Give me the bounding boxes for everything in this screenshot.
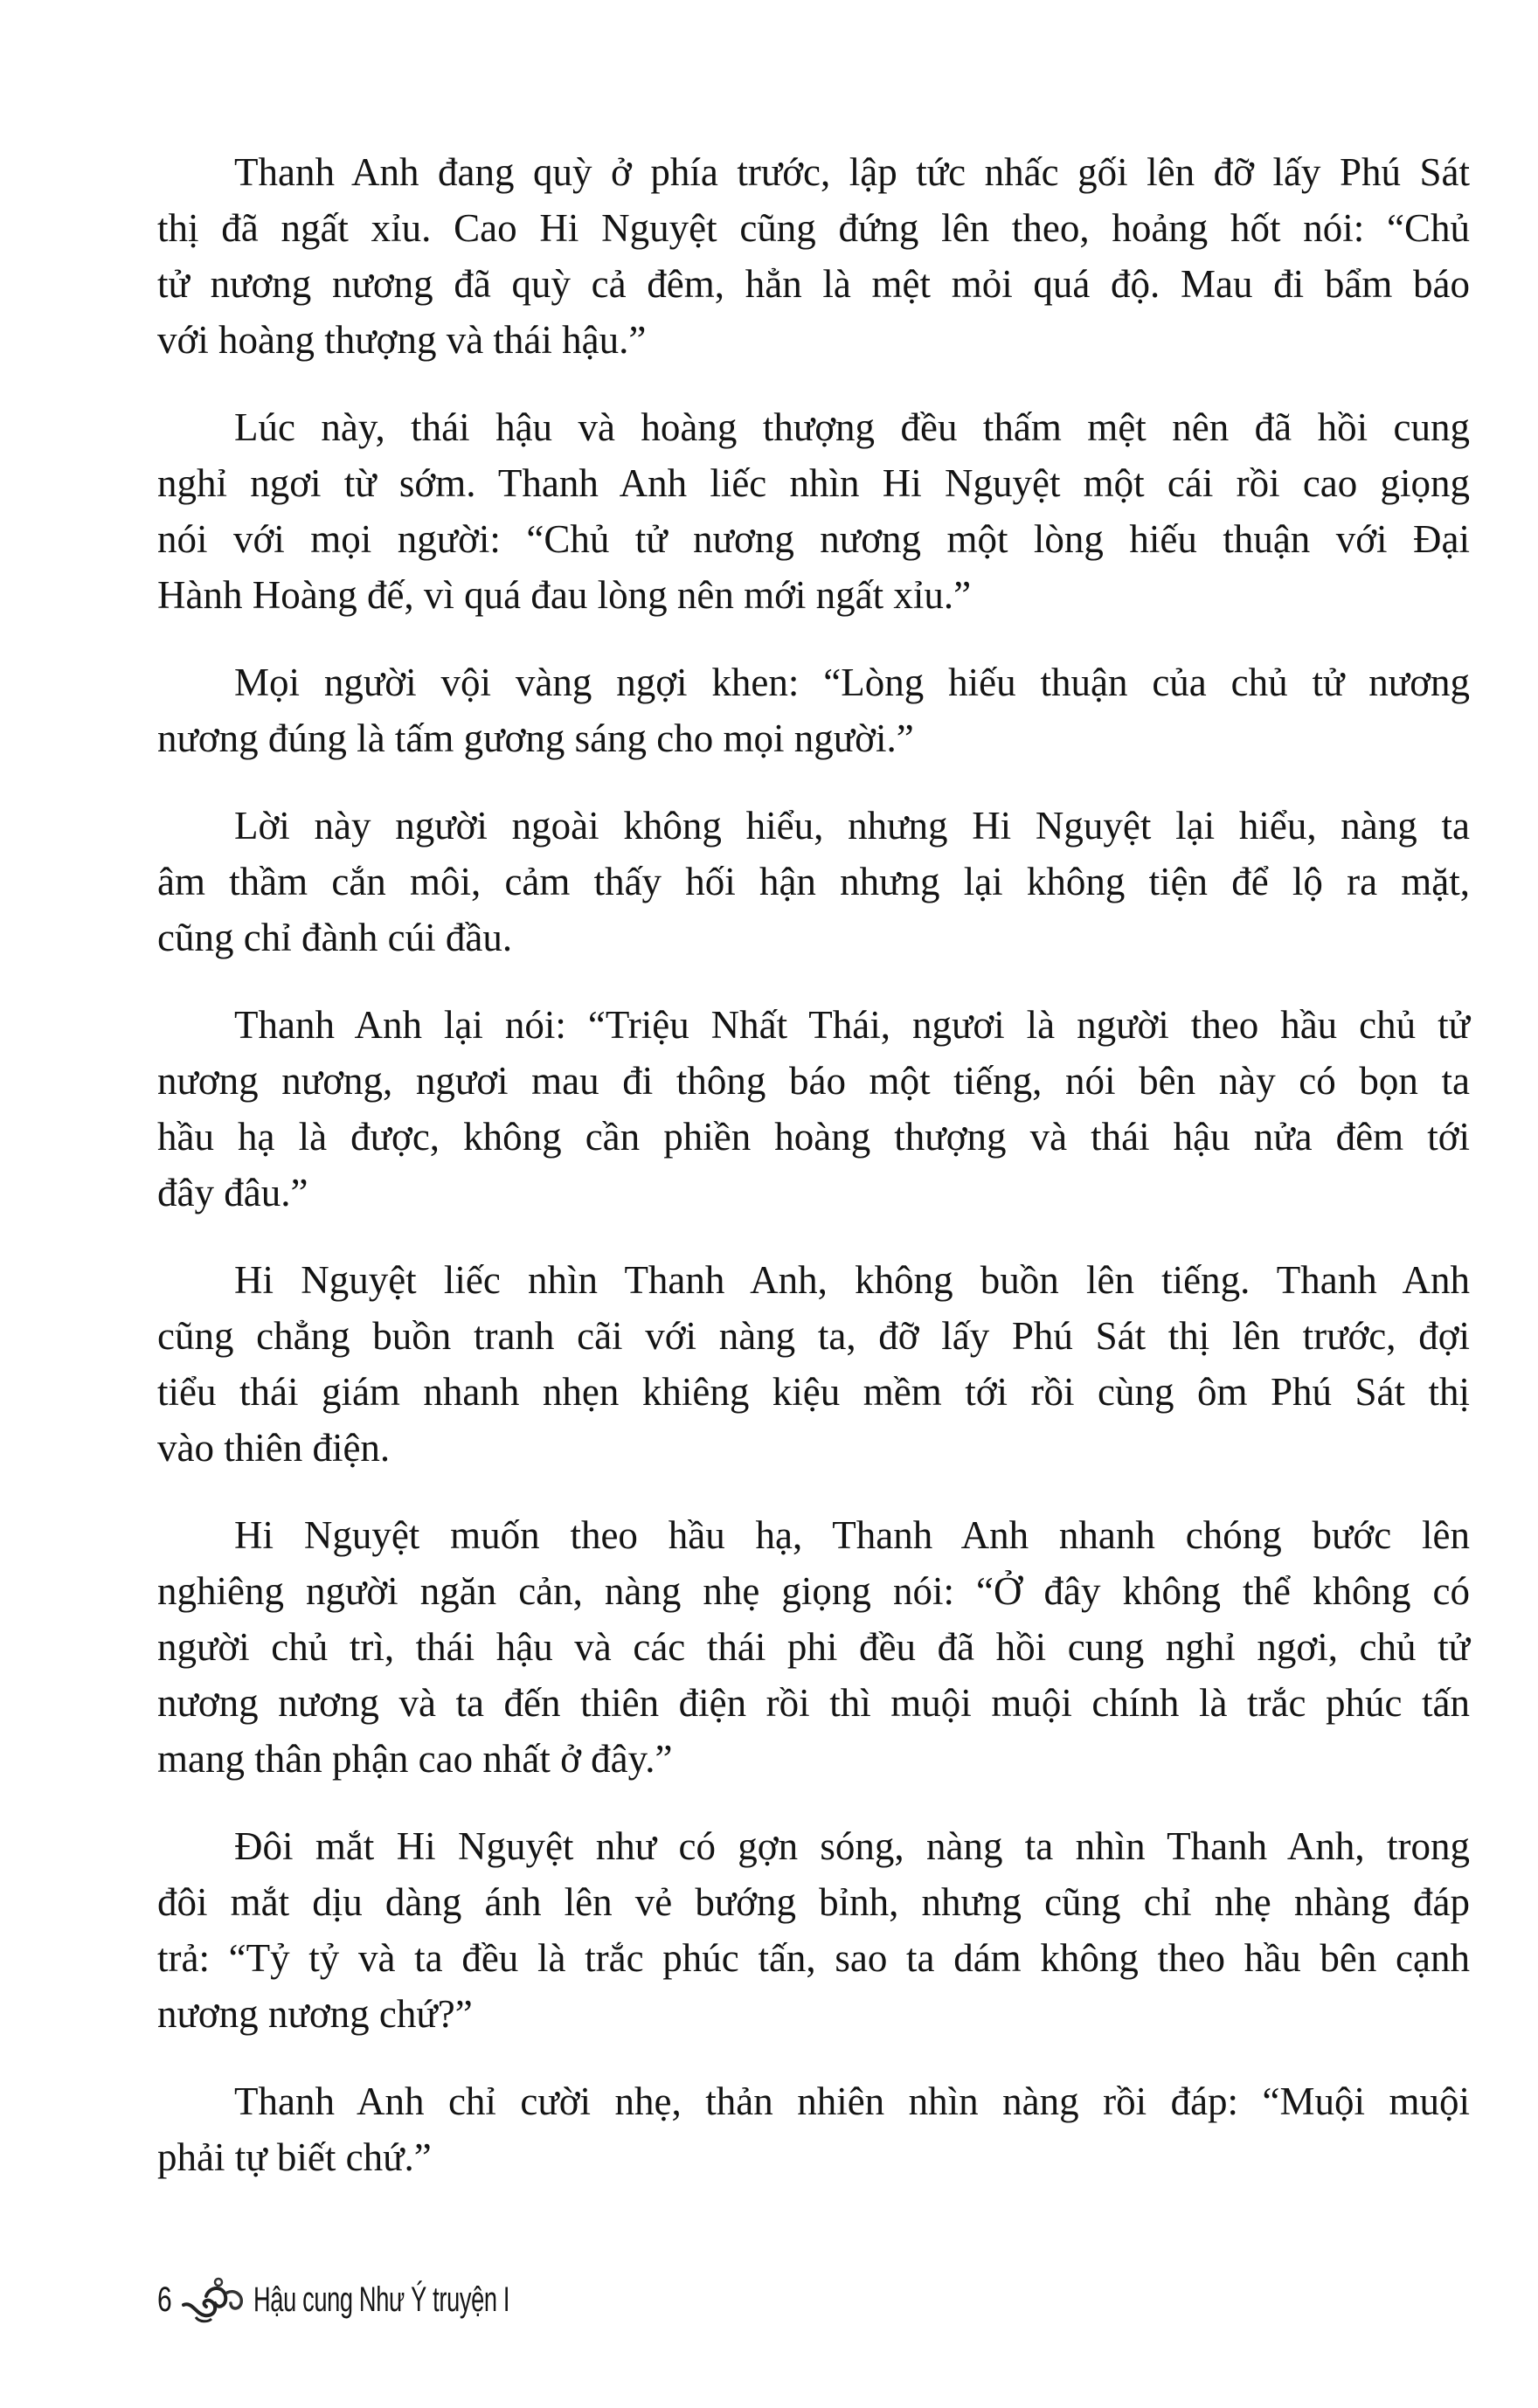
text-line: Mọi người vội vàng ngợi khen: “Lòng hiếu thuận của chủ tử nương	[234, 661, 1470, 704]
text-line: nói với mọi người: “Chủ tử nương nương một lòng hiếu thuận với Đại	[157, 517, 1470, 561]
paragraph	[157, 997, 1470, 1221]
text-line: Thanh Anh lại nói: “Triệu Nhất Thái, ngươi là người theo hầu chủ tử	[234, 1003, 1470, 1047]
text-line: Đôi mắt Hi Nguyệt như có gợn sóng, nàng ta nhìn Thanh Anh, trong	[234, 1824, 1470, 1868]
text-line: mang thân phận cao nhất ở đây.”	[157, 1737, 673, 1781]
text-line: nương nương, ngươi mau đi thông báo một tiếng, nói bên này có bọn ta	[157, 1059, 1470, 1103]
text-line: thị đã ngất xỉu. Cao Hi Nguyệt cũng đứng lên theo, hoảng hốt nói: “Chủ	[157, 206, 1470, 250]
text-line: cũng chẳng buồn tranh cãi với nàng ta, đỡ lấy Phú Sát thị lên trước, đợi	[157, 1314, 1470, 1358]
text-line: cũng chỉ đành cúi đầu.	[157, 916, 513, 959]
text-line: nghiêng người ngăn cản, nàng nhẹ giọng nói: “Ở đây không thể không có	[157, 1569, 1470, 1613]
text-line: Lúc này, thái hậu và hoàng thượng đều thấm mệt nên đã hồi cung	[234, 405, 1470, 449]
paragraph	[157, 654, 1470, 766]
text-line: tử nương nương đã quỳ cả đêm, hẳn là mệt mỏi quá độ. Mau đi bẩm báo	[157, 262, 1470, 306]
paragraph	[157, 1252, 1470, 1476]
text-line: âm thầm cắn môi, cảm thấy hối hận nhưng lại không tiện để lộ ra mặt,	[157, 860, 1470, 903]
paragraph	[157, 2073, 1470, 2185]
text-line: Thanh Anh đang quỳ ở phía trước, lập tức nhấc gối lên đỡ lấy Phú Sát	[234, 150, 1470, 194]
paragraph	[157, 798, 1470, 965]
text-line: Thanh Anh chỉ cười nhẹ, thản nhiên nhìn nàng rồi đáp: “Muội muội	[234, 2079, 1470, 2123]
paragraph	[157, 399, 1470, 623]
page-footer	[157, 2275, 630, 2324]
text-line: trả: “Tỷ tỷ và ta đều là trắc phúc tấn, sao ta dám không theo hầu bên cạnh	[157, 1936, 1470, 1980]
text-line: nương nương chứ?”	[157, 1992, 473, 2036]
paragraph	[157, 144, 1470, 368]
paragraph	[157, 1507, 1470, 1787]
text-line: phải tự biết chứ.”	[157, 2135, 432, 2179]
cloud-swirl-ornament-icon	[180, 2275, 246, 2324]
text-line: Hi Nguyệt liếc nhìn Thanh Anh, không buồn lên tiếng. Thanh Anh	[234, 1258, 1470, 1302]
text-line: với hoàng thượng và thái hậu.”	[157, 318, 647, 362]
page-number: 6	[157, 2280, 172, 2319]
text-line: tiểu thái giám nhanh nhẹn khiêng kiệu mềm tới rồi cùng ôm Phú Sát thị	[157, 1370, 1470, 1414]
text-line: Lời này người ngoài không hiểu, nhưng Hi Nguyệt lại hiểu, nàng ta	[234, 804, 1470, 848]
text-line: đây đâu.”	[157, 1171, 308, 1214]
text-line: nương nương và ta đến thiên điện rồi thì muội muội chính là trắc phúc tấn	[157, 1681, 1470, 1725]
text-line: đôi mắt dịu dàng ánh lên vẻ bướng bỉnh, nhưng cũng chỉ nhẹ nhàng đáp	[157, 1880, 1470, 1924]
paragraph	[157, 1818, 1470, 2042]
text-line: Hi Nguyệt muốn theo hầu hạ, Thanh Anh nhanh chóng bước lên	[234, 1513, 1470, 1557]
text-line: người chủ trì, thái hậu và các thái phi đều đã hồi cung nghỉ ngơi, chủ tử	[157, 1625, 1470, 1669]
text-line: Hành Hoàng đế, vì quá đau lòng nên mới ngất xỉu.”	[157, 573, 972, 617]
text-line: hầu hạ là được, không cần phiền hoàng thượng và thái hậu nửa đêm tới	[157, 1115, 1470, 1159]
text-line: nương đúng là tấm gương sáng cho mọi người.”	[157, 716, 914, 760]
book-title: Hậu cung Như Ý truyện I	[253, 2280, 510, 2319]
body-text	[157, 144, 1470, 2217]
text-line: nghỉ ngơi từ sớm. Thanh Anh liếc nhìn Hi Nguyệt một cái rồi cao giọng	[157, 461, 1470, 505]
text-line: vào thiên điện.	[157, 1426, 391, 1470]
